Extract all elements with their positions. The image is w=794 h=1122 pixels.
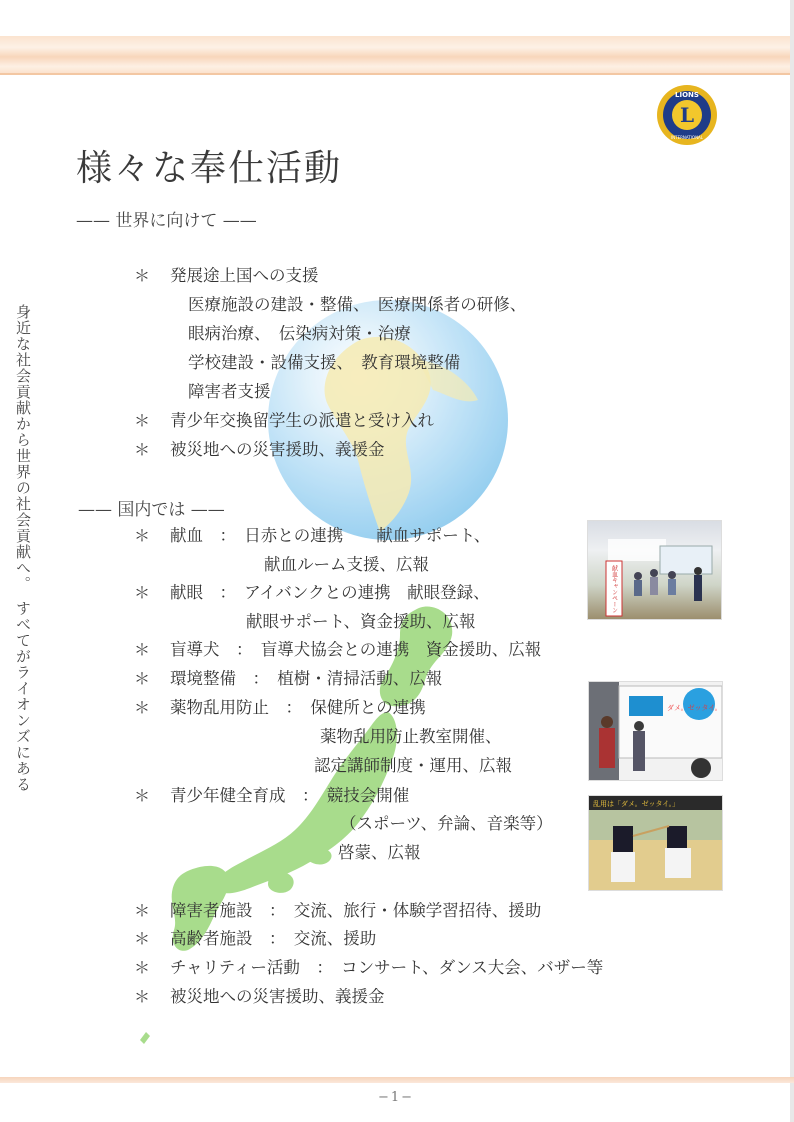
page-number: −1− bbox=[378, 1090, 415, 1105]
list-item: 高齢者施設 ： 交流、援助 bbox=[170, 929, 377, 948]
list-item: 啓蒙、広報 bbox=[338, 843, 421, 862]
list-bullet: ＊ bbox=[134, 987, 151, 1006]
list-item: 献眼サポート、資金援助、広報 bbox=[246, 612, 476, 631]
list-item: 献血 ： 日赤との連携 献血サポート、 bbox=[170, 526, 491, 545]
list-item: 献眼 ： アイバンクとの連携 献眼登録、 bbox=[170, 583, 490, 602]
list-item: （スポーツ、弁論、音楽等） bbox=[340, 814, 553, 833]
list-item: 被災地への災害援助、義援金 bbox=[170, 987, 385, 1006]
list-item: チャリティー活動 ： コンサート、ダンス大会、バザー等 bbox=[170, 958, 604, 977]
bottom-decorative-line bbox=[0, 1077, 794, 1083]
list-item: 障害者支援 bbox=[188, 382, 271, 401]
list-bullet: ＊ bbox=[134, 266, 151, 285]
list-bullet: ＊ bbox=[134, 698, 151, 717]
kendo-competition-photo bbox=[588, 795, 723, 891]
svg-text:献血キャンペーン: 献血キャンペーン bbox=[610, 565, 618, 613]
list-item: 環境整備 ： 植樹・清掃活動、広報 bbox=[170, 669, 443, 688]
list-item: 献血ルーム支援、広報 bbox=[264, 555, 429, 574]
lions-logo bbox=[656, 84, 718, 146]
page-edge bbox=[790, 0, 794, 1122]
list-bullet: ＊ bbox=[134, 411, 151, 430]
list-item: 盲導犬 ： 盲導犬協会との連携 資金援助、広報 bbox=[170, 640, 542, 659]
list-item: 薬物乱用防止 ： 保健所との連携 bbox=[170, 698, 426, 717]
svg-text:INTERNATIONAL: INTERNATIONAL bbox=[670, 135, 704, 140]
list-bullet: ＊ bbox=[134, 640, 151, 659]
list-item: 認定講師制度・運用、広報 bbox=[314, 756, 512, 775]
list-item: 眼病治療、 伝染病対策・治療 bbox=[188, 324, 411, 343]
list-item: 医療施設の建設・整備、 医療関係者の研修、 bbox=[188, 295, 527, 314]
list-item: 発展途上国への支援 bbox=[170, 266, 319, 285]
list-bullet: ＊ bbox=[134, 958, 151, 977]
list-item: 薬物乱用防止教室開催、 bbox=[320, 727, 502, 746]
list-item: 障害者施設 ： 交流、旅行・体験学習招待、援助 bbox=[170, 901, 542, 920]
vertical-slogan: 身近な社会貢献から世界の社会貢献へ。 すべてがライオンズにある bbox=[14, 304, 32, 793]
svg-text:ダメ。ゼッタイ。: ダメ。ゼッタイ。 bbox=[667, 704, 722, 712]
section-heading-world: —— 世界に向けて —— bbox=[76, 211, 257, 231]
list-item: 被災地への災害援助、義援金 bbox=[170, 440, 385, 459]
blood-donation-photo bbox=[587, 520, 722, 620]
list-item: 青少年健全育成 ： 競技会開催 bbox=[170, 786, 410, 805]
svg-text:LIONS: LIONS bbox=[675, 91, 699, 99]
list-bullet: ＊ bbox=[134, 440, 151, 459]
list-bullet: ＊ bbox=[134, 526, 151, 545]
list-bullet: ＊ bbox=[134, 901, 151, 920]
section-heading-domestic: —— 国内では —— bbox=[78, 500, 225, 520]
list-item: 学校建設・設備支援、 教育環境整備 bbox=[188, 353, 461, 372]
top-decorative-band bbox=[0, 36, 794, 74]
list-item: 青少年交換留学生の派遣と受け入れ bbox=[170, 411, 434, 430]
svg-text:乱用は「ダメ。ゼッタイ。」: 乱用は「ダメ。ゼッタイ。」 bbox=[593, 800, 680, 808]
page-title: 様々な奉仕活動 bbox=[76, 148, 343, 189]
list-bullet: ＊ bbox=[134, 583, 151, 602]
list-bullet: ＊ bbox=[134, 929, 151, 948]
list-bullet: ＊ bbox=[134, 786, 151, 805]
drug-prevention-bus-photo bbox=[588, 681, 723, 781]
list-bullet: ＊ bbox=[134, 669, 151, 688]
svg-text:L: L bbox=[679, 103, 695, 127]
